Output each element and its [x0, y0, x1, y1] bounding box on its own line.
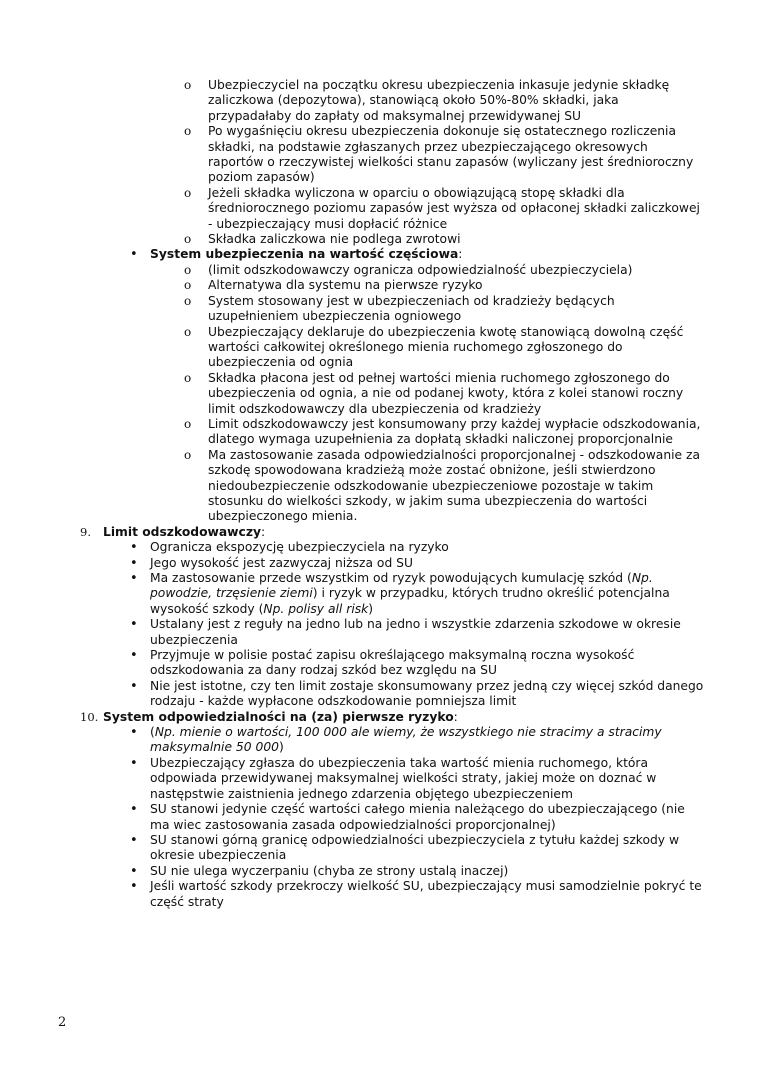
- circle-marker: o: [184, 324, 192, 339]
- list-item: [0, 571, 760, 617]
- circle-marker: o: [184, 232, 192, 247]
- text-fragment: ): [278, 740, 284, 755]
- bullet-marker: •: [130, 617, 138, 633]
- text-fragment: ): [368, 601, 374, 616]
- list-item-text: [150, 571, 704, 617]
- circle-marker: o: [184, 370, 192, 385]
- list-item-text: Nie jest istotne, czy ten limit zostaje skonsumowany przez jedną czy więcej szkód danego rodzaju - każde wypłacone odszkodowanie pomniejsza limit: [150, 678, 704, 709]
- bullet-marker: •: [130, 555, 138, 571]
- list-item-text: SU stanowi jedynie część wartości całego mienia należącego do ubezpieczającego (nie ma wiec zastosowania zasada odpowiedzialności proporcjonalnej): [150, 802, 685, 832]
- colon: :: [458, 247, 463, 262]
- list-item-text: Ustalany jest z reguły na jedno lub na jedno i wszystkie zdarzenia szkodowe w okresie ubezpieczenia: [150, 617, 681, 647]
- list-item-text: [150, 725, 704, 756]
- circle-marker: o: [184, 278, 192, 293]
- circle-marker: o: [184, 416, 192, 431]
- section-title: System ubezpieczenia na wartość częściowa: [150, 247, 459, 262]
- list-item: [0, 78, 760, 124]
- circle-marker: o: [184, 124, 192, 139]
- list-item: [0, 263, 760, 278]
- circle-marker: o: [184, 293, 192, 308]
- list-item: [0, 448, 760, 525]
- list-item-text: Ma zastosowanie zasada odpowiedzialności proporcjonalnej - odszkodowanie za szkodę spowodowana kradzieżą może zostać obniżone, jeśli stwierdzono niedoubezpieczenie odszkodowanie ubezpieczeniowe pozostaje w takim stosunku do wielkości szkody, w jakim suma ubezpieczenia do wartości ubezpieczonego mienia.: [208, 447, 701, 524]
- italic-example: Np. mienie o wartości, 100 000 ale wiemy, że wszystkiego nie stracimy a stracimy maksymalnie 50 000: [150, 725, 662, 755]
- document-body: [0, 78, 760, 910]
- list-item-text: Jeśli wartość szkody przekroczy wielkość SU, ubezpieczający musi samodzielnie pokryć te część straty: [150, 879, 702, 909]
- italic-example: Np. polisy all risk: [263, 601, 369, 616]
- bullet-marker: •: [130, 802, 138, 818]
- colon: :: [453, 709, 458, 724]
- list-item: [0, 232, 760, 247]
- list-item-text: Jeżeli składka wyliczona w oparciu o obowiązującą stopę składki dla średniorocznego poziomu zapasów jest wyższa od opłaconej składki zaliczkowej - ubezpieczający musi dopłacić różnice: [208, 185, 700, 231]
- list-item: [0, 725, 760, 756]
- text-fragment: Ma zastosowanie przede wszystkim od ryzyk powodujących kumulację szkód (: [150, 571, 632, 585]
- list-item: [0, 278, 760, 293]
- text-fragment: (: [150, 725, 155, 740]
- list-item: [0, 679, 760, 710]
- list-item-text: Jego wysokość jest zazwyczaj niższa od SU: [150, 555, 413, 570]
- circle-marker: o: [184, 78, 192, 92]
- circle-marker: o: [184, 185, 192, 200]
- list-item-text: Ubezpieczyciel na początku okresu ubezpieczenia inkasuje jedynie składkę zaliczkowa (depozytowa), stanowiącą około 50%-80% składki, jaka przypadałaby do zapłaty od maksymalnej przewidywanej SU: [208, 78, 670, 123]
- text-fragment: ) i ryzyk w przypadku, których trudno określić potencjalna wysokość szkody (: [150, 586, 670, 616]
- list-item: [0, 864, 760, 879]
- list-item-text: Ubezpieczający zgłasza do ubezpieczenia taka wartość mienia ruchomego, która odpowiada przewidywanej maksymalnej wielkości straty, jakiej może on doznać w następstwie zaistnienia jednego zdarzenia objętego ubezpieczeniem: [150, 755, 657, 801]
- numbered-heading: [0, 710, 760, 725]
- bullet-marker: •: [130, 863, 138, 879]
- list-item-text: System stosowany jest w ubezpieczeniach od kradzieży będących uzupełnieniem ubezpieczenia ogniowego: [208, 293, 615, 324]
- list-item: [0, 617, 760, 648]
- list-item: [0, 371, 760, 417]
- section-number: 9.: [80, 524, 91, 539]
- circle-marker: o: [184, 447, 192, 462]
- list-item: [0, 186, 760, 232]
- list-item-text: Składka zaliczkowa nie podlega zwrotowi: [208, 232, 461, 247]
- section-title: System odpowiedzialności na (za) pierwsze ryzyko: [103, 709, 454, 724]
- bullet-marker: •: [130, 678, 138, 694]
- circle-marker: o: [184, 262, 192, 277]
- bullet-marker: •: [130, 540, 138, 556]
- list-item: [0, 648, 760, 679]
- list-item-text: Alternatywa dla systemu na pierwsze ryzyko: [208, 278, 483, 293]
- list-item-text: SU stanowi górną granicę odpowiedzialności ubezpieczyciela z tytułu każdej szkody w okresie ubezpieczenia: [150, 832, 680, 863]
- list-item-text: Ogranicza ekspozycję ubezpieczyciela na ryzyko: [150, 540, 449, 555]
- page-number: 2: [58, 1015, 67, 1030]
- bullet-marker: •: [130, 755, 138, 771]
- list-item: [0, 417, 760, 448]
- list-item-text: Po wygaśnięciu okresu ubezpieczenia dokonuje się ostatecznego rozliczenia składki, na podstawie zgłaszanych przez ubezpieczającego okresowych raportów o rzeczywistej wielkości stanu zapasów (wyliczany jest średnioroczny poziom zapasów): [208, 124, 694, 185]
- bullet-marker: •: [130, 879, 138, 895]
- list-item-text: Składka płacona jest od pełnej wartości mienia ruchomego zgłoszonego do ubezpieczenia od ognia, a nie od podanej kwoty, która z kolei stanowi roczny limit odszkodowawczy dla ubezpieczenia od kradzieży: [208, 370, 684, 416]
- colon: :: [261, 524, 266, 539]
- bullet-marker: •: [130, 648, 138, 664]
- list-item: [0, 124, 760, 186]
- list-item-text: SU nie ulega wyczerpaniu (chyba ze strony ustalą inaczej): [150, 863, 509, 878]
- list-item: [0, 540, 760, 555]
- list-item: [0, 833, 760, 864]
- numbered-heading: [0, 525, 760, 540]
- list-item-text: (limit odszkodowawczy ogranicza odpowiedzialność ubezpieczyciela): [208, 262, 633, 277]
- list-item: [0, 756, 760, 802]
- bullet-marker: •: [130, 725, 138, 741]
- list-item: [0, 879, 760, 910]
- list-item: [0, 802, 760, 833]
- section-number: 10.: [80, 709, 99, 724]
- section-title: Limit odszkodowawczy: [103, 524, 261, 539]
- list-item: [0, 556, 760, 571]
- list-item-text: Ubezpieczający deklaruje do ubezpieczenia kwotę stanowiącą dowolną część wartości całkowitej określonego mienia ruchomego zgłoszonego do ubezpieczenia od ognia: [208, 324, 684, 370]
- bullet-marker: •: [130, 832, 138, 848]
- list-item: [0, 294, 760, 325]
- section-heading: [0, 247, 760, 262]
- bullet-marker: •: [130, 571, 138, 586]
- list-item-text: Limit odszkodowawczy jest konsumowany przy każdej wypłacie odszkodowania, dlatego wymaga uzupełnienia za dopłatą składki naliczonej proporcjonalnie: [208, 416, 701, 447]
- bullet-marker: •: [130, 247, 138, 263]
- italic-example: Np. powodzie, trzęsienie ziemi: [150, 571, 653, 601]
- list-item: [0, 325, 760, 371]
- list-item-text: Przyjmuje w polisie postać zapisu określającego maksymalną roczna wysokość odszkodowania za dany rodzaj szkód bez względu na SU: [150, 648, 635, 678]
